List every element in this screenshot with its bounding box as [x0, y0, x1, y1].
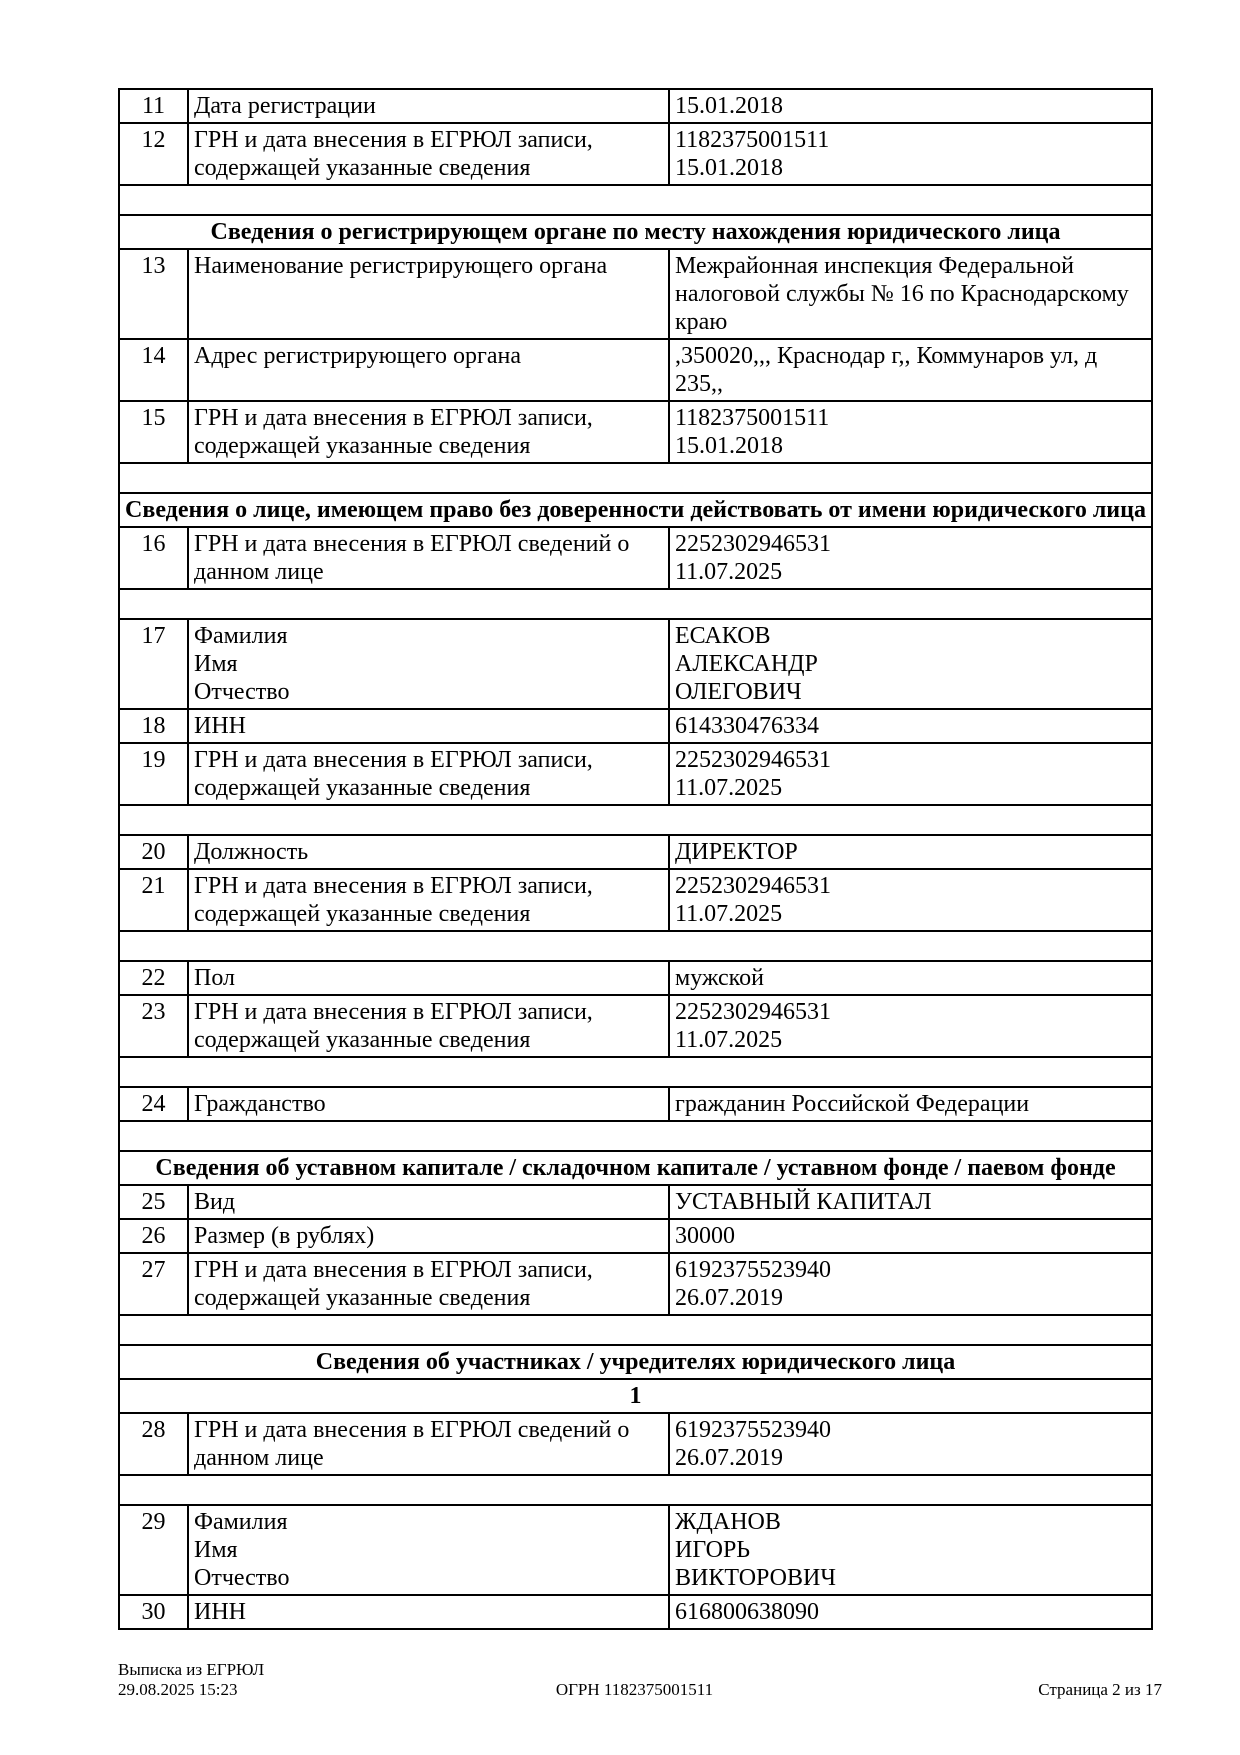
attribute-value-line: ВИКТОРОВИЧ [675, 1565, 836, 1591]
attribute-value-line: ИГОРЬ [675, 1537, 751, 1563]
attribute-label [188, 619, 669, 709]
attribute-label-line: Имя [194, 1537, 238, 1563]
attribute-label [188, 1253, 669, 1315]
row-number: 13 [119, 249, 188, 339]
attribute-value [669, 709, 1152, 743]
section-header: Сведения об уставном капитале / складочном капитале / уставном фонде / паевом фонде [119, 1151, 1152, 1185]
footer-doc-type: Выписка из ЕГРЮЛ [118, 1660, 265, 1679]
attribute-value [669, 1185, 1152, 1219]
row-number: 28 [119, 1413, 188, 1475]
row-number: 25 [119, 1185, 188, 1219]
attribute-label-line: ГРН и дата внесения в ЕГРЮЛ записи, содержащей указанные сведения [194, 747, 593, 801]
spacer-row [119, 1057, 1152, 1087]
attribute-value-line: 26.07.2019 [675, 1285, 783, 1311]
spacer-row [119, 1475, 1152, 1505]
attribute-label [188, 743, 669, 805]
attribute-value-line: 2252302946531 [675, 531, 831, 557]
row-number: 16 [119, 527, 188, 589]
attribute-label-line: Фамилия [194, 623, 288, 649]
attribute-label-line: Отчество [194, 1565, 290, 1591]
row-number: 27 [119, 1253, 188, 1315]
attribute-value [669, 527, 1152, 589]
attribute-label-line: Наименование регистрирующего органа [194, 253, 608, 279]
attribute-value-line: 614330476334 [675, 713, 819, 739]
attribute-value-line: мужской [675, 965, 764, 991]
attribute-label [188, 89, 669, 123]
spacer-cell [119, 1057, 1152, 1087]
attribute-value [669, 1087, 1152, 1121]
spacer-row [119, 185, 1152, 215]
attribute-value [669, 743, 1152, 805]
attribute-value [669, 249, 1152, 339]
spacer-cell [119, 805, 1152, 835]
section-header-row [119, 215, 1152, 249]
section-header: Сведения об участниках / учредителях юридического лица [119, 1345, 1152, 1379]
table-row [119, 123, 1152, 185]
section-header-row [119, 1151, 1152, 1185]
table-row [119, 835, 1152, 869]
attribute-value-line: 15.01.2018 [675, 433, 783, 459]
attribute-value-line: 15.01.2018 [675, 155, 783, 181]
attribute-value-line: 2252302946531 [675, 999, 831, 1025]
spacer-row [119, 1121, 1152, 1151]
row-number: 30 [119, 1595, 188, 1629]
attribute-label-line: Отчество [194, 679, 290, 705]
section-header-row [119, 1345, 1152, 1379]
attribute-value [669, 869, 1152, 931]
attribute-value-line: 616800638090 [675, 1599, 819, 1625]
attribute-value [669, 1413, 1152, 1475]
attribute-label-line: Имя [194, 651, 238, 677]
table-row [119, 869, 1152, 931]
attribute-value-line: АЛЕКСАНДР [675, 651, 818, 677]
table-row [119, 249, 1152, 339]
attribute-value [669, 1505, 1152, 1595]
egrul-table [118, 88, 1153, 1630]
spacer-cell [119, 1315, 1152, 1345]
row-number: 17 [119, 619, 188, 709]
section-header: Сведения о регистрирующем органе по месту нахождения юридического лица [119, 215, 1152, 249]
attribute-value-line: Межрайонная инспекция Федеральной налоговой службы № 16 по Краснодарскому краю [675, 253, 1129, 335]
subheader-row [119, 1379, 1152, 1413]
row-number: 29 [119, 1505, 188, 1595]
table-row [119, 1219, 1152, 1253]
attribute-label [188, 339, 669, 401]
attribute-value-line: 6192375523940 [675, 1257, 831, 1283]
table-row [119, 1413, 1152, 1475]
footer-ogrn: ОГРН 1182375001511 [555, 1680, 714, 1699]
spacer-row [119, 463, 1152, 493]
section-header: Сведения о лице, имеющем право без доверенности действовать от имени юридического лица [119, 493, 1152, 527]
attribute-value-line: 11.07.2025 [675, 901, 783, 927]
attribute-label [188, 123, 669, 185]
row-number: 26 [119, 1219, 188, 1253]
attribute-value-line: 1182375001511 [675, 127, 830, 153]
footer-page-number: Страница 2 из 17 [1038, 1680, 1162, 1699]
table-row [119, 619, 1152, 709]
attribute-label-line: ИНН [194, 1599, 246, 1625]
table-row [119, 995, 1152, 1057]
row-number: 23 [119, 995, 188, 1057]
attribute-label [188, 401, 669, 463]
attribute-label-line: Вид [194, 1189, 236, 1215]
attribute-label [188, 835, 669, 869]
attribute-value [669, 1219, 1152, 1253]
attribute-label [188, 709, 669, 743]
attribute-label-line: ГРН и дата внесения в ЕГРЮЛ записи, содержащей указанные сведения [194, 873, 593, 927]
attribute-value [669, 961, 1152, 995]
attribute-label [188, 527, 669, 589]
attribute-value-line: 2252302946531 [675, 873, 831, 899]
table-row [119, 89, 1152, 123]
attribute-value [669, 339, 1152, 401]
attribute-value [669, 401, 1152, 463]
footer-datetime: 29.08.2025 15:23 [118, 1680, 238, 1699]
attribute-value [669, 89, 1152, 123]
table-row [119, 401, 1152, 463]
attribute-label [188, 249, 669, 339]
attribute-label-line: ГРН и дата внесения в ЕГРЮЛ записи, содержащей указанные сведения [194, 127, 593, 181]
attribute-value-line: 15.01.2018 [675, 93, 783, 119]
attribute-value-line: гражданин Российской Федерации [675, 1091, 1030, 1117]
spacer-cell [119, 931, 1152, 961]
attribute-value-line: УСТАВНЫЙ КАПИТАЛ [675, 1189, 932, 1215]
row-number: 12 [119, 123, 188, 185]
attribute-value [669, 1253, 1152, 1315]
attribute-value-line: 1182375001511 [675, 405, 830, 431]
attribute-label-line: ГРН и дата внесения в ЕГРЮЛ сведений о данном лице [194, 1417, 630, 1471]
row-number: 18 [119, 709, 188, 743]
table-row [119, 961, 1152, 995]
spacer-cell [119, 185, 1152, 215]
attribute-value [669, 1595, 1152, 1629]
spacer-cell [119, 589, 1152, 619]
spacer-cell [119, 1475, 1152, 1505]
attribute-label [188, 1087, 669, 1121]
attribute-value [669, 835, 1152, 869]
attribute-value [669, 123, 1152, 185]
spacer-row [119, 589, 1152, 619]
table-row [119, 743, 1152, 805]
row-number: 14 [119, 339, 188, 401]
table-row [119, 1595, 1152, 1629]
table-row [119, 1185, 1152, 1219]
spacer-row [119, 1315, 1152, 1345]
attribute-value-line: 30000 [675, 1223, 735, 1249]
attribute-label-line: Гражданство [194, 1091, 326, 1117]
attribute-value-line: 6192375523940 [675, 1417, 831, 1443]
attribute-value [669, 619, 1152, 709]
attribute-value-line: ОЛЕГОВИЧ [675, 679, 802, 705]
table-row [119, 709, 1152, 743]
attribute-label [188, 961, 669, 995]
attribute-value-line: 11.07.2025 [675, 775, 783, 801]
subheader: 1 [119, 1379, 1152, 1413]
table-row [119, 1253, 1152, 1315]
attribute-label [188, 1185, 669, 1219]
spacer-cell [119, 463, 1152, 493]
attribute-value [669, 995, 1152, 1057]
attribute-label [188, 1595, 669, 1629]
attribute-label [188, 869, 669, 931]
attribute-value-line: 2252302946531 [675, 747, 831, 773]
row-number: 22 [119, 961, 188, 995]
attribute-label [188, 1219, 669, 1253]
row-number: 15 [119, 401, 188, 463]
attribute-label-line: ГРН и дата внесения в ЕГРЮЛ записи, содержащей указанные сведения [194, 999, 593, 1053]
attribute-value-line: ЖДАНОВ [675, 1509, 781, 1535]
attribute-value-line: ,350020,,, Краснодар г,, Коммунаров ул, д 235,, [675, 343, 1098, 397]
table-row [119, 1087, 1152, 1121]
attribute-label-line: Должность [194, 839, 309, 865]
table-row [119, 339, 1152, 401]
table-row [119, 527, 1152, 589]
attribute-label-line: Пол [194, 965, 235, 991]
attribute-label-line: Фамилия [194, 1509, 288, 1535]
attribute-value-line: 11.07.2025 [675, 559, 783, 585]
table-row [119, 1505, 1152, 1595]
spacer-cell [119, 1121, 1152, 1151]
attribute-label-line: ИНН [194, 713, 246, 739]
spacer-row [119, 805, 1152, 835]
row-number: 11 [119, 89, 188, 123]
attribute-label-line: ГРН и дата внесения в ЕГРЮЛ записи, содержащей указанные сведения [194, 1257, 593, 1311]
spacer-row [119, 931, 1152, 961]
attribute-label-line: Размер (в рублях) [194, 1223, 375, 1249]
row-number: 19 [119, 743, 188, 805]
attribute-value-line: ЕСАКОВ [675, 623, 771, 649]
attribute-label [188, 1413, 669, 1475]
row-number: 21 [119, 869, 188, 931]
attribute-value-line: 11.07.2025 [675, 1027, 783, 1053]
attribute-label-line: Дата регистрации [194, 93, 376, 119]
section-header-row [119, 493, 1152, 527]
attribute-label-line: ГРН и дата внесения в ЕГРЮЛ записи, содержащей указанные сведения [194, 405, 593, 459]
row-number: 20 [119, 835, 188, 869]
row-number: 24 [119, 1087, 188, 1121]
attribute-label [188, 995, 669, 1057]
attribute-label [188, 1505, 669, 1595]
attribute-value-line: ДИРЕКТОР [675, 839, 798, 865]
attribute-label-line: Адрес регистрирующего органа [194, 343, 522, 369]
attribute-label-line: ГРН и дата внесения в ЕГРЮЛ сведений о данном лице [194, 531, 630, 585]
attribute-value-line: 26.07.2019 [675, 1445, 783, 1471]
